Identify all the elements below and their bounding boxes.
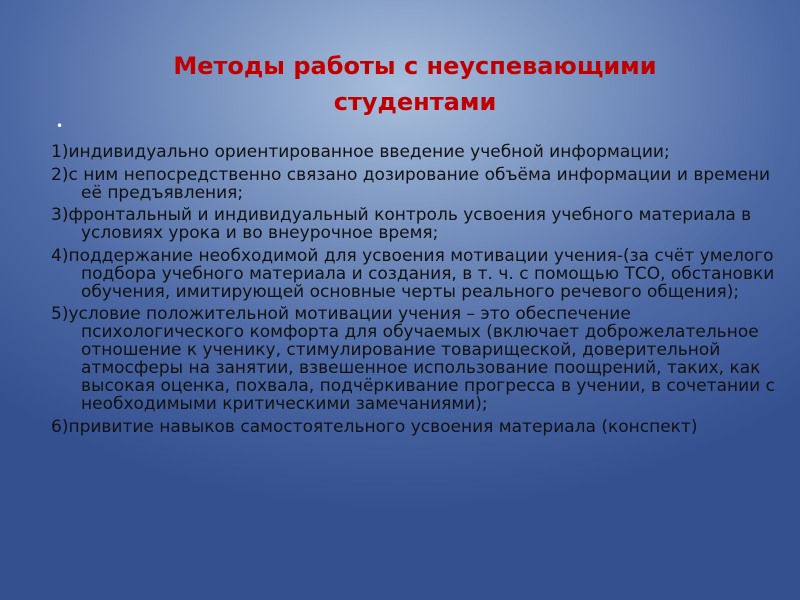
list-item: 6)привитие навыков самостоятельного усвоения материала (конспект) [51, 416, 698, 437]
list-item: 4)поддержание необходимой для усвоения мотивации учения-(за счёт умелого подбора учебного материала и создания, в т. ч. с помощью ТСО, обстановки обучения, имитирующей основные черты реального речевого общения); [51, 245, 775, 302]
list-item: 5)условие положительной мотивации учения – это обеспечение психологического комфорта для обучаемых (включает доброжелательное отношение к ученику, стимулирование товарищеской, доверительной атмосферы на занятии, взвешенное использование поощрений, таких, как высокая оценка, похвала, подчёркивание прогресса в учении, в сочетании с необходимыми критическими замечаниями); [51, 304, 775, 414]
list-item: 3)фронтальный и индивидуальный контроль усвоения учебного материала в условиях урока и во внеурочное время; [51, 205, 752, 243]
slide-title: Методы работы с неуспевающими студентами [173, 52, 657, 116]
bullet-marker: • [56, 119, 64, 133]
methods-list [51, 143, 781, 440]
list-item: 1)индивидуально ориентированное введение учебной информации; [51, 142, 670, 162]
list-item: 2)с ним непосредственно связано дозирование объёма информации и времени её предъявления; [51, 164, 771, 203]
